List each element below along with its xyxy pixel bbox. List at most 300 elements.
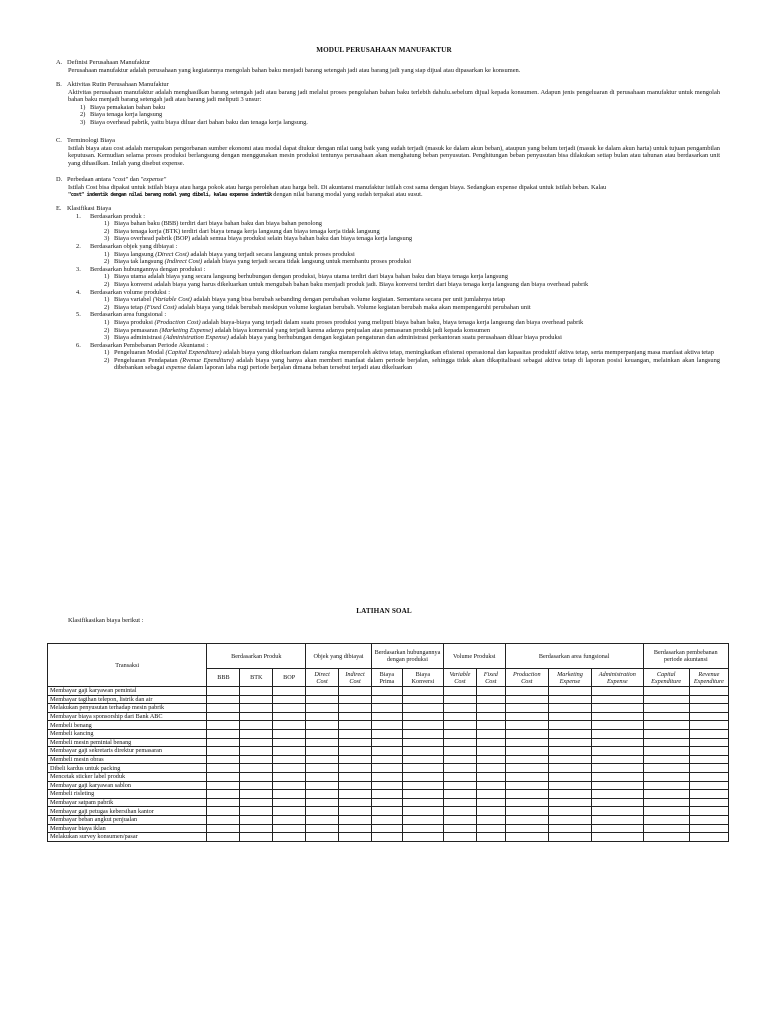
transaction-cell: Membayar tagihan telepon, listrik dan air — [48, 695, 207, 704]
classification-cell[interactable] — [207, 764, 240, 773]
classification-cell[interactable] — [402, 807, 443, 816]
classification-cell[interactable] — [273, 747, 306, 756]
classification-cell[interactable] — [476, 704, 505, 713]
classification-cell[interactable] — [273, 695, 306, 704]
classification-cell[interactable] — [592, 833, 643, 842]
classification-cell[interactable] — [339, 807, 372, 816]
classification-cell[interactable] — [306, 729, 339, 738]
classification-cell[interactable] — [548, 772, 591, 781]
classification-cell[interactable] — [548, 755, 591, 764]
classification-cell[interactable] — [402, 738, 443, 747]
classification-cell[interactable] — [592, 721, 643, 730]
classification-cell[interactable] — [339, 721, 372, 730]
subheader: BTK — [240, 669, 273, 687]
classification-cell[interactable] — [548, 695, 591, 704]
classification-cell[interactable] — [207, 755, 240, 764]
classification-cell[interactable] — [689, 721, 728, 730]
classification-cell[interactable] — [339, 687, 372, 696]
classification-cell[interactable] — [643, 712, 689, 721]
classification-cell[interactable] — [306, 755, 339, 764]
classification-cell[interactable] — [689, 824, 728, 833]
classification-cell[interactable] — [306, 807, 339, 816]
classification-cell[interactable] — [207, 747, 240, 756]
classification-cell[interactable] — [689, 798, 728, 807]
classification-cell[interactable] — [505, 824, 548, 833]
classification-cell[interactable] — [371, 755, 402, 764]
classification-cell[interactable] — [548, 824, 591, 833]
classification-cell[interactable] — [371, 704, 402, 713]
classification-cell[interactable] — [643, 755, 689, 764]
classification-cell[interactable] — [689, 738, 728, 747]
classification-cell[interactable] — [505, 772, 548, 781]
classification-group: 6. Berdasarkan Pembebanan Periode Akuntansi : — [76, 341, 209, 349]
classification-cell[interactable] — [273, 721, 306, 730]
classification-cell[interactable] — [643, 721, 689, 730]
classification-cell[interactable] — [306, 738, 339, 747]
classification-cell[interactable] — [273, 798, 306, 807]
classification-cell[interactable] — [689, 772, 728, 781]
classification-cell[interactable] — [505, 738, 548, 747]
subheader: Marketing Expense — [548, 669, 591, 687]
classification-cell[interactable] — [476, 721, 505, 730]
classification-cell[interactable] — [306, 704, 339, 713]
classification-cell[interactable] — [339, 833, 372, 842]
classification-cell[interactable] — [273, 729, 306, 738]
transaction-cell: Membeli mesin obras — [48, 755, 207, 764]
classification-cell[interactable] — [339, 824, 372, 833]
classification-cell[interactable] — [689, 712, 728, 721]
table-row — [48, 747, 729, 756]
classification-cell[interactable] — [273, 755, 306, 764]
classification-cell[interactable] — [689, 755, 728, 764]
section-d — [56, 176, 720, 200]
classification-cell[interactable] — [273, 738, 306, 747]
section-label: E. — [56, 205, 62, 212]
transaction-cell: Membayar gaji karyawan pemintal — [48, 687, 207, 696]
classification-cell[interactable] — [443, 833, 476, 842]
classification-cell[interactable] — [402, 747, 443, 756]
classification-cell[interactable] — [592, 729, 643, 738]
classification-cell[interactable] — [402, 755, 443, 764]
classification-cell[interactable] — [371, 798, 402, 807]
classification-cell[interactable] — [689, 687, 728, 696]
classification-cell[interactable] — [443, 687, 476, 696]
classification-cell[interactable] — [592, 695, 643, 704]
section-heading: Perbedaan antara "cost" dan "expense" — [67, 176, 167, 183]
classification-cell[interactable] — [273, 772, 306, 781]
classification-cell[interactable] — [476, 815, 505, 824]
classification-cell[interactable] — [207, 695, 240, 704]
list-item: 2) Biaya tenaga kerja langsung — [80, 111, 163, 119]
classification-cell[interactable] — [371, 738, 402, 747]
classification-cell[interactable] — [240, 807, 273, 816]
classification-cell[interactable] — [443, 815, 476, 824]
classification-cell[interactable] — [240, 772, 273, 781]
classification-cell[interactable] — [643, 798, 689, 807]
classification-cell[interactable] — [273, 687, 306, 696]
classification-cell[interactable] — [592, 755, 643, 764]
classification-cell[interactable] — [592, 687, 643, 696]
classification-cell[interactable] — [207, 704, 240, 713]
classification-cell[interactable] — [240, 781, 273, 790]
classification-cell[interactable] — [476, 833, 505, 842]
classification-cell[interactable] — [240, 747, 273, 756]
classification-cell[interactable] — [240, 721, 273, 730]
classification-cell[interactable] — [689, 781, 728, 790]
classification-group: 5. Berdasarkan area fungsional : — [76, 311, 167, 319]
table-row — [48, 721, 729, 730]
classification-cell[interactable] — [643, 772, 689, 781]
classification-cell[interactable] — [592, 807, 643, 816]
classification-cell[interactable] — [548, 798, 591, 807]
classification-cell[interactable] — [306, 790, 339, 799]
classification-cell[interactable] — [592, 704, 643, 713]
section-text: Perusahaan manufaktur adalah perusahaan yang kegiatannya mengolah bahan baku menjadi barang setengah jadi atau barang jadi yang siap dijual atau dipasarkan ke konsumen. — [68, 66, 521, 74]
classification-cell[interactable] — [443, 747, 476, 756]
classification-cell[interactable] — [443, 798, 476, 807]
classification-cell[interactable] — [273, 807, 306, 816]
classification-cell[interactable] — [476, 764, 505, 773]
section-label: B. — [56, 81, 62, 88]
classification-cell[interactable] — [371, 790, 402, 799]
transaction-cell: Melakukan survey konsumen/pasar — [48, 833, 207, 842]
classification-cell[interactable] — [443, 772, 476, 781]
classification-cell[interactable] — [371, 729, 402, 738]
classification-cell[interactable] — [207, 790, 240, 799]
classification-cell[interactable] — [689, 790, 728, 799]
transaction-cell: Mencetak sticker label produk — [48, 772, 207, 781]
header-produk: Berdasarkan Produk — [207, 644, 306, 669]
classification-cell[interactable] — [643, 695, 689, 704]
classification-cell[interactable] — [592, 772, 643, 781]
list-item: 1) Biaya pemakaian bahan baku — [80, 103, 166, 111]
classification-cell[interactable] — [476, 738, 505, 747]
classification-cell[interactable] — [402, 687, 443, 696]
classification-cell[interactable] — [476, 807, 505, 816]
table-row — [48, 824, 729, 833]
classification-cell[interactable] — [371, 764, 402, 773]
classification-cell[interactable] — [548, 747, 591, 756]
classification-cell[interactable] — [643, 824, 689, 833]
classification-cell[interactable] — [306, 833, 339, 842]
classification-cell[interactable] — [689, 764, 728, 773]
classification-cell[interactable] — [339, 781, 372, 790]
classification-cell[interactable] — [339, 798, 372, 807]
transaction-cell: Membayar gaji sekretaris direktur pemasaran — [48, 747, 207, 756]
classification-cell[interactable] — [371, 781, 402, 790]
classification-table — [47, 643, 729, 842]
classification-cell[interactable] — [443, 824, 476, 833]
classification-cell[interactable] — [443, 712, 476, 721]
classification-cell[interactable] — [306, 764, 339, 773]
classification-cell[interactable] — [689, 695, 728, 704]
classification-cell[interactable] — [548, 687, 591, 696]
classification-cell[interactable] — [592, 747, 643, 756]
classification-cell[interactable] — [402, 695, 443, 704]
classification-cell[interactable] — [339, 712, 372, 721]
classification-cell[interactable] — [548, 738, 591, 747]
classification-cell[interactable] — [548, 833, 591, 842]
section-c — [56, 137, 720, 167]
classification-cell[interactable] — [207, 729, 240, 738]
classification-cell[interactable] — [306, 781, 339, 790]
classification-cell[interactable] — [548, 764, 591, 773]
classification-cell[interactable] — [240, 704, 273, 713]
classification-cell[interactable] — [402, 790, 443, 799]
exercise-title: LATIHAN SOAL — [356, 607, 412, 615]
classification-cell[interactable] — [548, 807, 591, 816]
classification-cell[interactable] — [371, 772, 402, 781]
classification-cell[interactable] — [505, 781, 548, 790]
header-area: Berdasarkan area fungsional — [505, 644, 643, 669]
classification-cell[interactable] — [339, 764, 372, 773]
classification-cell[interactable] — [371, 687, 402, 696]
table-row — [48, 729, 729, 738]
classification-cell[interactable] — [207, 687, 240, 696]
classification-cell[interactable] — [207, 815, 240, 824]
classification-cell[interactable] — [476, 747, 505, 756]
classification-cell[interactable] — [548, 729, 591, 738]
classification-cell[interactable] — [371, 833, 402, 842]
classification-cell[interactable] — [402, 815, 443, 824]
classification-cell[interactable] — [505, 833, 548, 842]
classification-cell[interactable] — [402, 781, 443, 790]
classification-cell[interactable] — [207, 807, 240, 816]
classification-cell[interactable] — [402, 833, 443, 842]
subheader: Administration Expense — [592, 669, 643, 687]
classification-cell[interactable] — [476, 781, 505, 790]
classification-cell[interactable] — [643, 781, 689, 790]
classification-cell[interactable] — [643, 764, 689, 773]
table-row — [48, 781, 729, 790]
classification-cell[interactable] — [689, 747, 728, 756]
classification-cell[interactable] — [443, 695, 476, 704]
classification-cell[interactable] — [240, 798, 273, 807]
classification-cell[interactable] — [371, 712, 402, 721]
classification-cell[interactable] — [339, 747, 372, 756]
classification-cell[interactable] — [402, 824, 443, 833]
classification-cell[interactable] — [306, 772, 339, 781]
classification-cell[interactable] — [548, 790, 591, 799]
classification-cell[interactable] — [643, 833, 689, 842]
classification-cell[interactable] — [476, 729, 505, 738]
table-row — [48, 755, 729, 764]
classification-cell[interactable] — [505, 704, 548, 713]
classification-cell[interactable] — [240, 824, 273, 833]
classification-cell[interactable] — [443, 781, 476, 790]
classification-cell[interactable] — [476, 755, 505, 764]
classification-cell[interactable] — [689, 729, 728, 738]
classification-cell[interactable] — [643, 687, 689, 696]
classification-cell[interactable] — [273, 790, 306, 799]
classification-cell[interactable] — [643, 747, 689, 756]
classification-cell[interactable] — [643, 729, 689, 738]
section-text-continued: "cost" indentik dengan nilai barang modal yang dibeli, kalau expense indentik dengan nilai barang modal yang sudah terpakai atau susut. — [68, 191, 423, 199]
classification-cell[interactable] — [306, 747, 339, 756]
classification-cell[interactable] — [443, 721, 476, 730]
classification-cell[interactable] — [273, 815, 306, 824]
classification-cell[interactable] — [240, 833, 273, 842]
classification-cell[interactable] — [402, 704, 443, 713]
classification-cell[interactable] — [689, 704, 728, 713]
transaction-cell: Membeli risleting — [48, 790, 207, 799]
classification-cell[interactable] — [240, 755, 273, 764]
classification-cell[interactable] — [240, 712, 273, 721]
classification-cell[interactable] — [505, 798, 548, 807]
classification-cell[interactable] — [402, 798, 443, 807]
classification-cell[interactable] — [548, 815, 591, 824]
classification-cell[interactable] — [443, 807, 476, 816]
classification-cell[interactable] — [476, 772, 505, 781]
header-transaksi: Transaksi — [48, 644, 207, 687]
classification-cell[interactable] — [273, 824, 306, 833]
classification-cell[interactable] — [339, 738, 372, 747]
classification-cell[interactable] — [339, 772, 372, 781]
classification-cell[interactable] — [476, 712, 505, 721]
classification-cell[interactable] — [371, 721, 402, 730]
subheader: Biaya Prima — [371, 669, 402, 687]
classification-cell[interactable] — [592, 712, 643, 721]
table-row — [48, 772, 729, 781]
transaction-cell: Dibeli kardus untuk packing — [48, 764, 207, 773]
classification-cell[interactable] — [339, 815, 372, 824]
subheader: Revenue Expenditure — [689, 669, 728, 687]
classification-cell[interactable] — [339, 704, 372, 713]
classification-items: 1) Pengeluaran Modal (Capital Expenditure) adalah biaya yang dikeluarkan dalam rangka memperoleh aktiva tetap, meningkatkan efisiensi operasional dan kapasitas produktif aktiva tetap, serta memperpanjang masa manfaat aktiva tetap 2) Pengeluaran Pendapatan (Rvenue Ependiture) adalah biaya yang hanya akan memberi manfaat dalam periode berjalan, sehingga tidak akan dikapitalisasi sebagai aktiva tetap di laporan posisi keuangan, melainkan akan langsung dibebankan sebagai expense dalam laporan laba rugi periode berjalan dimana beban tersebut terjadi atau dikeluarkan — [104, 349, 720, 372]
classification-cell[interactable] — [505, 687, 548, 696]
classification-cell[interactable] — [592, 824, 643, 833]
classification-cell[interactable] — [592, 798, 643, 807]
classification-cell[interactable] — [402, 764, 443, 773]
header-hubungan: Berdasarkan hubungannya dengan produksi — [371, 644, 443, 669]
transaction-cell: Membayar gaji karyawan sablon — [48, 781, 207, 790]
classification-cell[interactable] — [339, 729, 372, 738]
classification-cell[interactable] — [592, 781, 643, 790]
classification-cell[interactable] — [689, 815, 728, 824]
classification-cell[interactable] — [240, 764, 273, 773]
classification-cell[interactable] — [548, 704, 591, 713]
classification-cell[interactable] — [443, 729, 476, 738]
classification-cell[interactable] — [443, 755, 476, 764]
classification-cell[interactable] — [443, 764, 476, 773]
classification-cell[interactable] — [207, 781, 240, 790]
classification-cell[interactable] — [207, 772, 240, 781]
classification-cell[interactable] — [207, 824, 240, 833]
table-row — [48, 798, 729, 807]
classification-cell[interactable] — [476, 798, 505, 807]
classification-cell[interactable] — [207, 712, 240, 721]
table-row — [48, 695, 729, 704]
classification-cell[interactable] — [505, 721, 548, 730]
classification-cell[interactable] — [476, 824, 505, 833]
classification-cell[interactable] — [240, 790, 273, 799]
classification-cell[interactable] — [273, 781, 306, 790]
classification-cell[interactable] — [689, 833, 728, 842]
classification-cell[interactable] — [505, 712, 548, 721]
classification-cell[interactable] — [240, 729, 273, 738]
classification-cell[interactable] — [240, 695, 273, 704]
classification-cell[interactable] — [643, 704, 689, 713]
classification-cell[interactable] — [443, 790, 476, 799]
classification-cell[interactable] — [505, 807, 548, 816]
classification-cell[interactable] — [273, 704, 306, 713]
classification-group: 1. Berdasarkan produk : — [76, 212, 146, 220]
classification-cell[interactable] — [273, 764, 306, 773]
classification-cell[interactable] — [643, 738, 689, 747]
classification-cell[interactable] — [643, 815, 689, 824]
classification-cell[interactable] — [592, 764, 643, 773]
classification-cell[interactable] — [207, 721, 240, 730]
section-e — [56, 205, 720, 372]
classification-cell[interactable] — [339, 695, 372, 704]
classification-cell[interactable] — [339, 755, 372, 764]
classification-cell[interactable] — [443, 704, 476, 713]
transaction-cell: Membayar gaji petugas kebersihan kantor — [48, 807, 207, 816]
classification-cell[interactable] — [306, 712, 339, 721]
classification-cell[interactable] — [371, 747, 402, 756]
classification-cell[interactable] — [402, 729, 443, 738]
classification-cell[interactable] — [505, 729, 548, 738]
classification-cell[interactable] — [207, 738, 240, 747]
classification-cell[interactable] — [548, 712, 591, 721]
classification-cell[interactable] — [476, 687, 505, 696]
classification-cell[interactable] — [402, 772, 443, 781]
classification-cell[interactable] — [443, 738, 476, 747]
classification-cell[interactable] — [339, 790, 372, 799]
classification-cell[interactable] — [273, 833, 306, 842]
table-row — [48, 807, 729, 816]
classification-cell[interactable] — [207, 833, 240, 842]
classification-cell[interactable] — [240, 815, 273, 824]
classification-cell[interactable] — [306, 721, 339, 730]
classification-cell[interactable] — [505, 764, 548, 773]
classification-cell[interactable] — [592, 815, 643, 824]
table-row — [48, 738, 729, 747]
classification-cell[interactable] — [592, 738, 643, 747]
table-row — [48, 764, 729, 773]
classification-cell[interactable] — [306, 815, 339, 824]
classification-cell[interactable] — [306, 798, 339, 807]
classification-cell[interactable] — [476, 695, 505, 704]
classification-cell[interactable] — [306, 695, 339, 704]
classification-cell[interactable] — [240, 738, 273, 747]
classification-cell[interactable] — [643, 790, 689, 799]
classification-cell[interactable] — [240, 687, 273, 696]
classification-cell[interactable] — [505, 815, 548, 824]
classification-cell[interactable] — [306, 824, 339, 833]
classification-cell[interactable] — [306, 687, 339, 696]
classification-cell[interactable] — [371, 695, 402, 704]
classification-cell[interactable] — [371, 824, 402, 833]
classification-cell[interactable] — [505, 747, 548, 756]
classification-cell[interactable] — [548, 781, 591, 790]
classification-cell[interactable] — [371, 815, 402, 824]
classification-cell[interactable] — [371, 807, 402, 816]
classification-cell[interactable] — [505, 755, 548, 764]
classification-cell[interactable] — [689, 807, 728, 816]
classification-cell[interactable] — [592, 790, 643, 799]
classification-cell[interactable] — [402, 721, 443, 730]
classification-cell[interactable] — [505, 695, 548, 704]
classification-cell[interactable] — [505, 790, 548, 799]
classification-cell[interactable] — [548, 721, 591, 730]
classification-cell[interactable] — [643, 807, 689, 816]
classification-cell[interactable] — [273, 712, 306, 721]
classification-cell[interactable] — [207, 798, 240, 807]
classification-cell[interactable] — [476, 790, 505, 799]
classification-items: 1) Biaya produksi (Production Cost) adalah biaya-biaya yang terjadi dalam suatu proses produksi yang meliputi biaya bahan baku, biaya tenaga kerja langsung dan biaya overhead pabrik 2) Biaya pemasaran (Marketing Expense) adalah biaya komersial yang terjadi karena adanya penjualan atau pemasaran produk jadi kepada konsumen 3) Biaya administrasi (Administration Expense) adalah biaya yang berhubungan dengan kegiatan pengaturan dan administrasi perkantoran suatu perusahaan diluar biaya produksi — [104, 318, 584, 342]
classification-cell[interactable] — [402, 712, 443, 721]
